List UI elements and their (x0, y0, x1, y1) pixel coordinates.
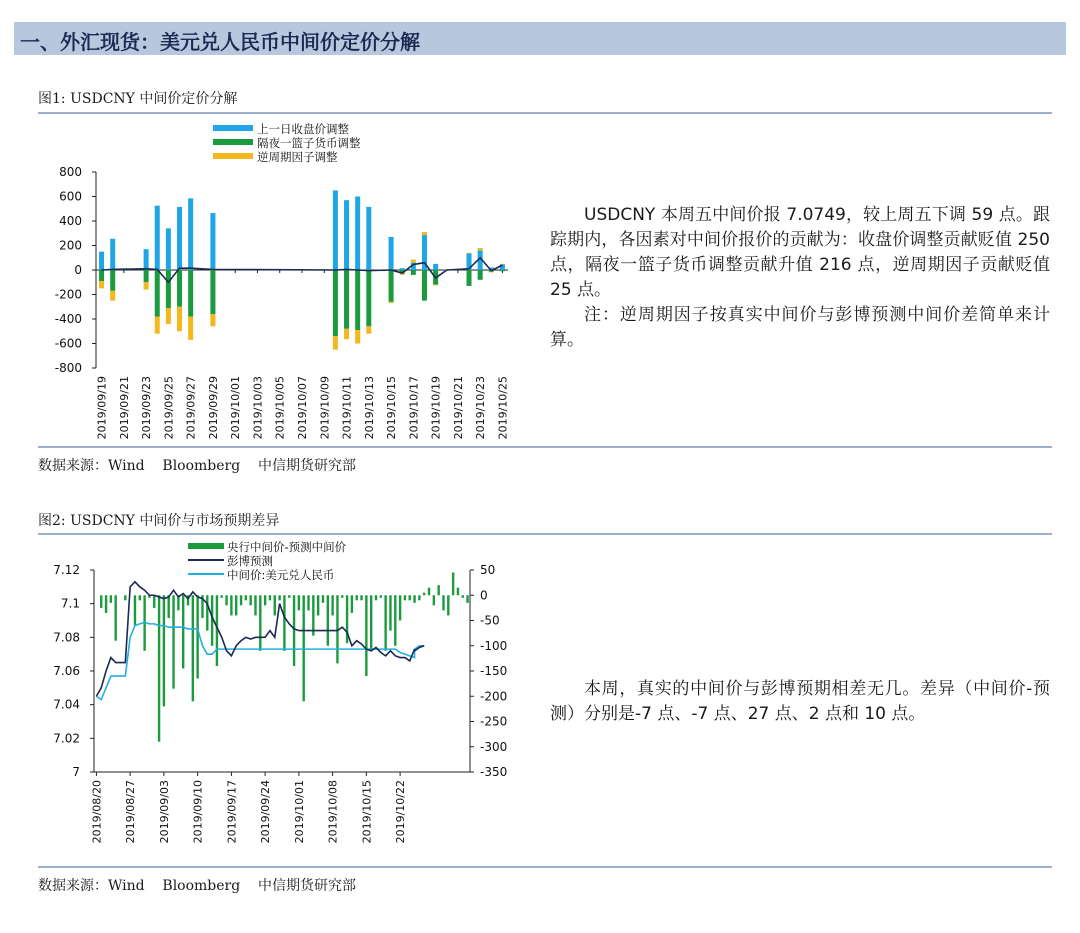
diff-bar (433, 595, 435, 605)
bar-basket-adjust (110, 270, 115, 291)
bar-basket-adjust (344, 270, 349, 329)
figure1-commentary (550, 203, 1050, 353)
diff-bar (442, 595, 444, 610)
x-tick-label: 2019/10/15 (385, 376, 399, 440)
right-tick-label: -250 (480, 714, 508, 729)
diff-bar (360, 595, 362, 600)
bar-countercyclical (99, 281, 104, 288)
figure2-top-rule (38, 533, 1052, 535)
diff-bar (269, 595, 271, 600)
legend-label: 央行中间价-预测中间价 (227, 540, 347, 554)
x-tick-label: 2019/08/27 (124, 780, 138, 844)
bar-basket-adjust (144, 270, 149, 282)
diff-bar (341, 595, 343, 598)
figure1-chart (38, 116, 528, 446)
figure2-bottom-rule (38, 866, 1052, 868)
legend-label: 上一日收盘价调整 (257, 122, 349, 136)
diff-bar (100, 595, 102, 608)
diff-bar (322, 595, 324, 603)
bar-basket-adjust (99, 270, 104, 281)
bar-countercyclical (467, 253, 472, 254)
right-tick-label: -50 (480, 613, 500, 628)
bar-countercyclical (489, 272, 494, 273)
bar-close-adjust (344, 200, 349, 270)
figure2-chart (38, 537, 508, 865)
diff-bar (206, 595, 208, 630)
left-tick-label: 7.1 (60, 596, 80, 611)
legend-swatch (213, 139, 253, 145)
section-title: 一、外汇现货：美元兑人民币中间价定价分解 (20, 30, 420, 54)
diff-bar (259, 595, 261, 651)
x-tick-label: 2019/10/08 (326, 780, 340, 844)
bar-close-adjust (210, 213, 215, 270)
bar-countercyclical (422, 232, 427, 235)
diff-bar (298, 595, 300, 610)
bar-countercyclical (433, 285, 438, 286)
x-tick-label: 2019/10/17 (407, 376, 421, 440)
x-tick-label: 2019/10/09 (318, 376, 332, 440)
x-tick-label: 2019/09/19 (95, 376, 109, 440)
bar-countercyclical (110, 291, 115, 301)
diff-bar (114, 595, 116, 640)
diff-bar (172, 595, 174, 688)
bar-basket-adjust (411, 270, 416, 275)
legend-label: 彭博预测 (227, 554, 273, 568)
bar-close-adjust (433, 264, 438, 270)
bar-basket-adjust (500, 270, 505, 271)
diff-bar (192, 595, 194, 701)
bar-countercyclical (166, 308, 171, 324)
bar-countercyclical (144, 282, 149, 289)
legend-swatch (188, 543, 224, 549)
right-tick-label: -150 (480, 664, 508, 678)
diff-bar (134, 595, 136, 625)
diff-bar (413, 595, 415, 603)
figure2-source: 数据来源：Wind Bloomberg 中信期货研究部 (38, 878, 357, 894)
x-tick-label: 2019/10/07 (296, 376, 309, 440)
x-tick-label: 2019/10/03 (251, 376, 265, 440)
bar-basket-adjust (188, 270, 193, 317)
left-tick-label: 7.06 (53, 664, 80, 678)
diff-bar (307, 595, 309, 610)
diff-bar (249, 595, 251, 605)
legend-swatch (213, 153, 253, 159)
bar-close-adjust (155, 206, 160, 270)
bar-countercyclical (355, 330, 360, 343)
diff-bar (356, 595, 358, 600)
bar-close-adjust (366, 207, 371, 270)
diff-bar (230, 595, 232, 615)
bar-countercyclical (411, 260, 416, 263)
legend-label: 逆周期因子调整 (257, 150, 338, 164)
y-tick-label: 800 (59, 165, 82, 179)
bar-basket-adjust (422, 270, 427, 301)
diff-bar (404, 595, 406, 600)
bar-close-adjust (177, 207, 182, 270)
y-tick-label: 400 (59, 214, 82, 228)
y-tick-label: -800 (54, 361, 82, 375)
left-tick-label: 7.08 (53, 630, 80, 645)
diff-bar (365, 595, 367, 676)
figure2-commentary-text: 本周，真实的中间价与彭博预期相差无几。差异（中间价-预测）分别是-7 点、-7 点、27 点、2 点和 10 点。 (550, 679, 1050, 724)
bar-countercyclical (478, 248, 483, 250)
right-tick-label: -350 (480, 765, 508, 779)
diff-bar (423, 593, 425, 596)
right-tick-label: 50 (480, 563, 496, 577)
diff-bar (124, 595, 126, 600)
diff-bar (389, 595, 391, 630)
diff-bar (457, 588, 459, 596)
diff-bar (221, 595, 223, 598)
diff-bar (153, 595, 155, 608)
bar-basket-adjust (333, 270, 338, 336)
diff-bar (331, 595, 333, 615)
diff-bar (384, 595, 386, 651)
y-tick-label: 200 (59, 238, 82, 253)
right-tick-label: -300 (480, 739, 508, 754)
y-tick-label: 600 (59, 189, 82, 204)
diff-bar (235, 595, 237, 615)
bar-basket-adjust (155, 270, 160, 317)
x-tick-label: 2019/10/23 (474, 376, 488, 440)
x-tick-label: 2019/09/29 (206, 376, 220, 440)
bar-countercyclical (210, 314, 215, 326)
x-tick-label: 2019/10/21 (451, 376, 465, 440)
bar-countercyclical (333, 336, 338, 349)
bar-countercyclical (366, 326, 371, 333)
section-header (14, 22, 1066, 55)
right-tick-label: 0 (480, 588, 488, 603)
left-tick-label: 7.12 (53, 563, 80, 577)
diff-bar (110, 595, 112, 603)
diff-bar (447, 595, 449, 615)
x-tick-label: 2019/10/22 (394, 780, 408, 844)
bar-countercyclical (155, 317, 160, 334)
x-tick-label: 2019/09/23 (140, 376, 154, 440)
figure2-title: 图2: USDCNY 中间价与市场预期差异 (38, 513, 280, 529)
diff-bar (139, 595, 141, 600)
x-tick-label: 2019/10/15 (360, 780, 374, 844)
figure1-title: 图1: USDCNY 中间价定价分解 (38, 91, 238, 107)
bar-close-adjust (166, 228, 171, 270)
bar-basket-adjust (366, 270, 371, 326)
bar-basket-adjust (478, 270, 483, 280)
diff-bar (283, 595, 285, 651)
y-tick-label: -600 (54, 336, 82, 351)
x-tick-label: 2019/09/03 (157, 780, 171, 844)
bar-countercyclical (389, 302, 394, 303)
x-tick-label: 2019/09/17 (225, 780, 239, 844)
x-tick-label: 2019/10/19 (429, 376, 443, 440)
diff-bar (437, 585, 439, 595)
diff-bar (158, 595, 160, 741)
x-tick-label: 2019/08/20 (90, 780, 104, 844)
diff-bar (163, 595, 165, 706)
diff-bar (317, 595, 319, 615)
diff-bar (394, 595, 396, 646)
y-tick-label: -400 (54, 312, 82, 326)
bar-countercyclical (500, 264, 505, 265)
diff-bar (293, 595, 295, 666)
x-tick-label: 2019/10/11 (340, 376, 354, 440)
left-tick-label: 7.04 (53, 697, 80, 712)
diff-bar (278, 595, 280, 600)
figure2-commentary (550, 677, 1050, 727)
diff-bar (225, 595, 227, 605)
diff-bar (196, 595, 198, 678)
diff-bar (452, 573, 454, 596)
diff-bar (351, 595, 353, 613)
diff-bar (288, 595, 290, 598)
left-tick-label: 7.02 (53, 731, 80, 746)
right-tick-label: -200 (480, 689, 508, 704)
diff-bar (380, 595, 382, 598)
diff-bar (302, 595, 304, 701)
y-tick-label: -200 (54, 287, 82, 302)
x-tick-label: 2019/09/27 (184, 376, 198, 440)
bar-basket-adjust (389, 270, 394, 302)
figure1-commentary-note: 注：逆周期因子按真实中间价与彭博预测中间价差简单来计算。 (550, 305, 1050, 350)
diff-bar (327, 595, 329, 646)
x-tick-label: 2019/10/13 (362, 376, 376, 440)
bar-basket-adjust (467, 270, 472, 286)
x-tick-label: 2019/10/25 (496, 376, 510, 440)
diff-bar (168, 595, 170, 618)
right-tick-label: -100 (480, 638, 508, 653)
bar-countercyclical (188, 317, 193, 340)
x-tick-label: 2019/10/01 (292, 780, 306, 844)
diff-bar (274, 595, 276, 615)
left-tick-label: 7 (72, 765, 80, 779)
bar-countercyclical (177, 307, 182, 332)
diff-bar (182, 595, 184, 668)
bar-close-adjust (400, 268, 405, 270)
diff-bar (245, 595, 247, 600)
bar-close-adjust (333, 190, 338, 270)
bar-close-adjust (188, 198, 193, 270)
bar-basket-adjust (355, 270, 360, 330)
diff-bar (399, 595, 401, 620)
bar-close-adjust (99, 252, 104, 270)
bar-close-adjust (355, 197, 360, 271)
figure1-bottom-rule (38, 446, 1052, 448)
bar-basket-adjust (210, 270, 215, 314)
bar-close-adjust (389, 237, 394, 270)
legend-label: 隔夜一篮子货币调整 (257, 136, 361, 150)
x-tick-label: 2019/09/10 (191, 780, 205, 844)
figure1-top-rule (38, 112, 1052, 114)
bar-close-adjust (144, 249, 149, 270)
x-tick-label: 2019/10/05 (273, 376, 287, 440)
diff-bar (264, 595, 266, 605)
diff-bar (240, 595, 242, 605)
diff-bar (105, 595, 107, 613)
diff-bar (466, 595, 468, 603)
x-tick-label: 2019/09/21 (117, 376, 131, 440)
diff-bar (409, 595, 411, 600)
figure1-source: 数据来源：Wind Bloomberg 中信期货研究部 (38, 458, 357, 474)
diff-bar (370, 595, 372, 651)
x-tick-label: 2019/09/25 (162, 376, 176, 440)
legend-label: 中间价:美元兑人民币 (227, 568, 335, 582)
diff-bar (462, 595, 464, 598)
diff-bar (375, 595, 377, 600)
bar-basket-adjust (166, 270, 171, 308)
bar-basket-adjust (177, 270, 182, 307)
x-tick-label: 2019/10/01 (229, 376, 243, 440)
bar-countercyclical (344, 329, 349, 339)
diff-bar (254, 595, 256, 615)
figure1-commentary-main: USDCNY 本周五中间价报 7.0749，较上周五下调 59 点。跟踪期内，各因素对中间价报价的贡献为：收盘价调整贡献贬值 250 点，隔夜一篮子货币调整贡献升值 216 点，逆周期因子贡献贬值 25 点。 (550, 205, 1050, 300)
diff-bar (418, 595, 420, 600)
bar-close-adjust (110, 239, 115, 270)
diff-bar (428, 588, 430, 596)
legend-swatch (213, 125, 253, 131)
diff-bar (312, 595, 314, 635)
y-tick-label: 0 (74, 263, 82, 277)
x-tick-label: 2019/09/24 (259, 780, 273, 844)
